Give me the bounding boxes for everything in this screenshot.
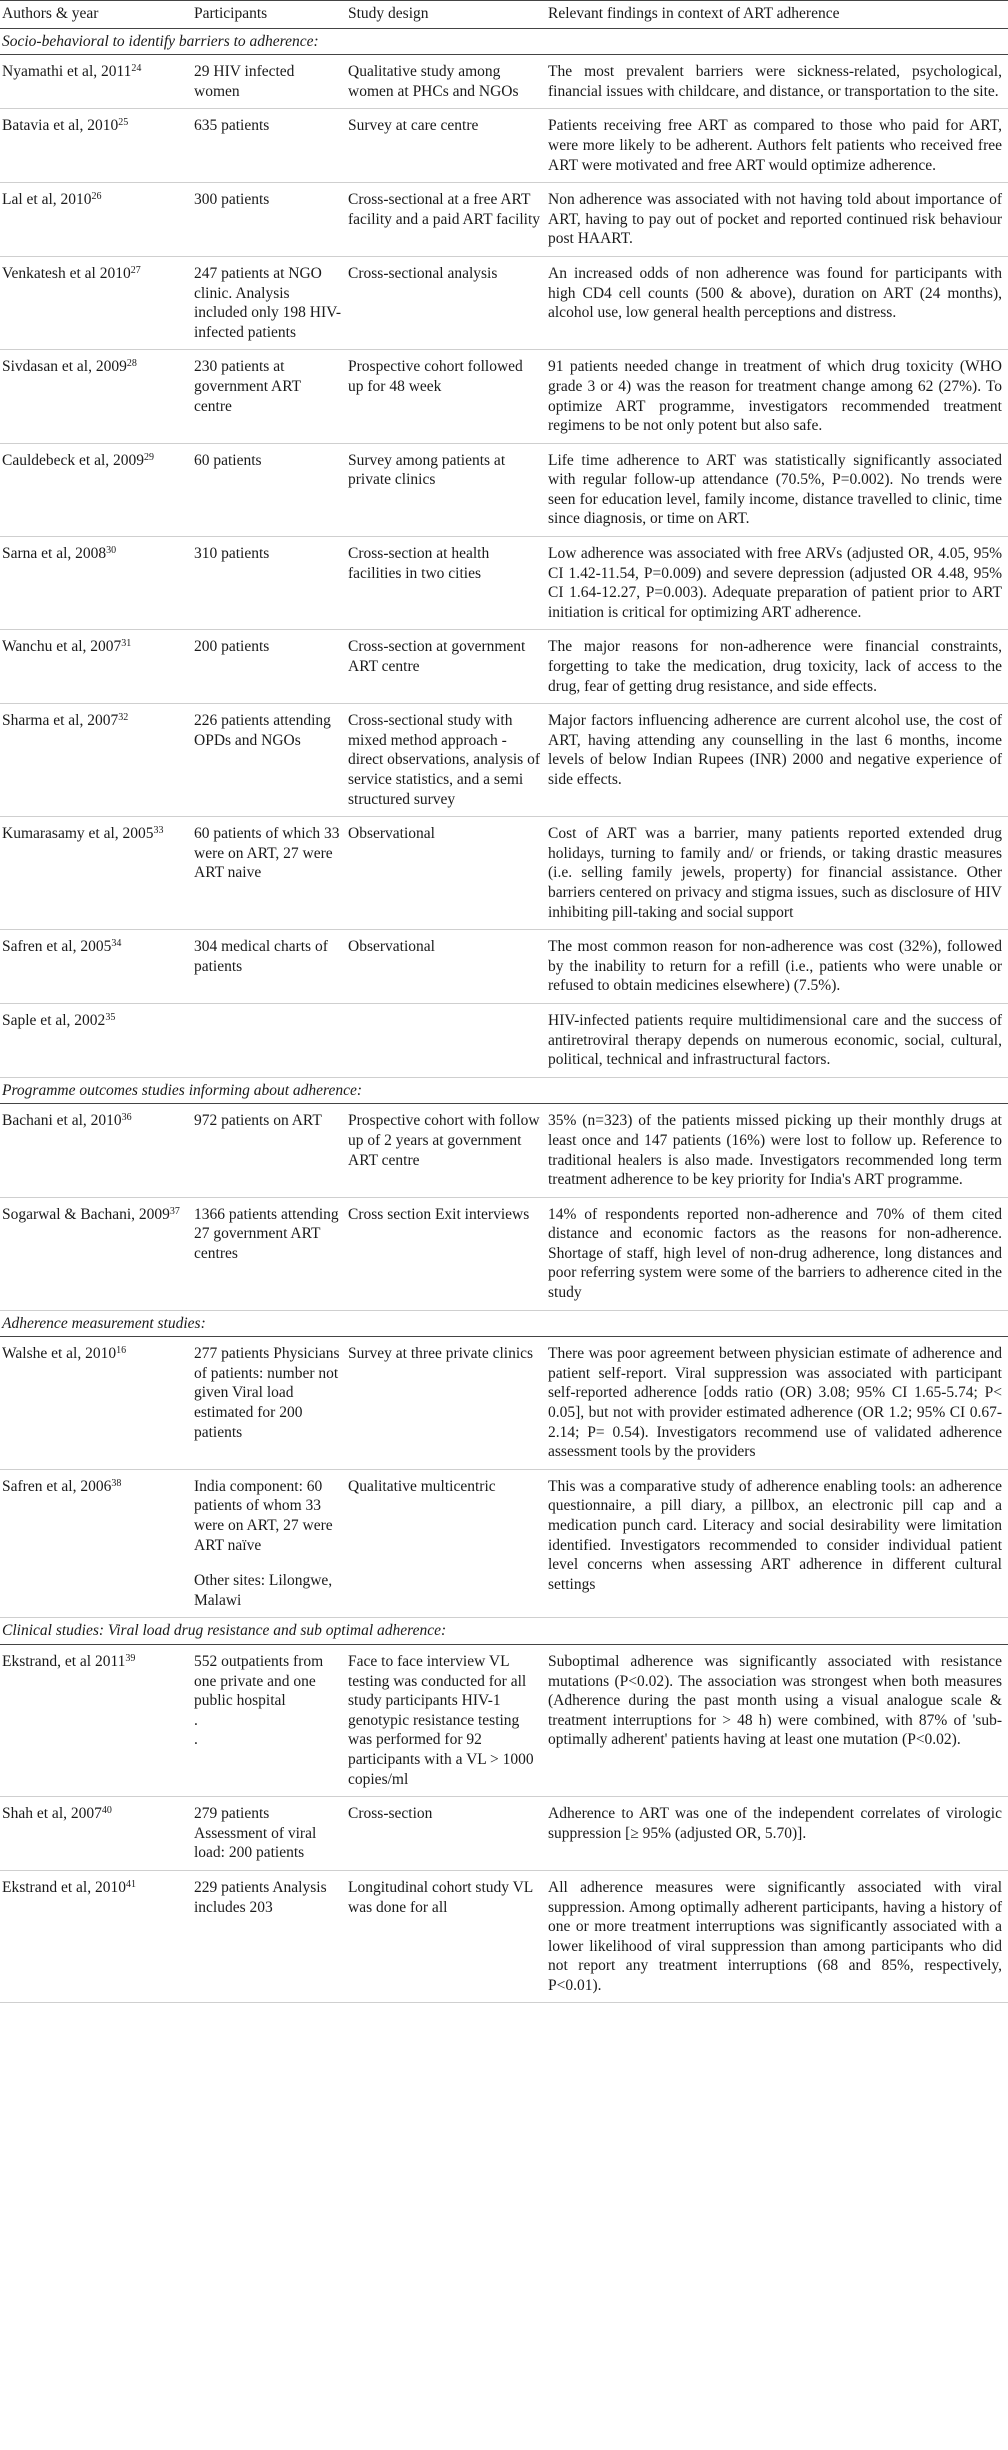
reference-number: 39	[125, 1652, 136, 1664]
study-design-cell: Cross-sectional at a free ART facility and a paid ART facility	[346, 183, 546, 257]
author-name: Safren et al, 2005	[2, 938, 112, 956]
findings-cell: There was poor agreement between physician estimate of adherence and patient self-report. Viral suppression was associated with participant self-reported adherence [odds ratio (OR) 3.08; 95% CI 1.65-5.74; P< 0.05], but not with provider estimated adherence (OR 1.2; 95% CI 0.67-2.14; P= 0.54). Investigators recommend use of validated adherence assessment tools by the providers	[546, 1337, 1008, 1470]
participants-text: 226 patients attending OPDs and NGOs	[194, 712, 331, 749]
study-design-cell: Cross section Exit interviews	[346, 1197, 546, 1310]
study-design-cell: Observational	[346, 930, 546, 1004]
table-row	[0, 1644, 1008, 1796]
participants-text: 229 patients Analysis includes 203	[194, 1878, 327, 1916]
findings-cell: Suboptimal adherence was significantly associated with resistance mutations (P<0.02). The association was strongest when both measures (Adherence during the past month using a visual analogue scale & treatment interruptions for > 48 h) were combined, with 87% of 'sub-optimally adherent' patients having at least one mutation (P<0.02).	[546, 1644, 1008, 1796]
participants-text: 29 HIV infected women	[194, 63, 295, 100]
findings-cell: 14% of respondents reported non-adherence and 70% of them cited distance and economic factors as the reasons for non-adherence. Shortage of staff, high level of non-drug adherence, long distances and poor referring system were some of the barriers to adherence cited in the study	[546, 1197, 1008, 1310]
author-cell	[0, 350, 192, 443]
author-cell	[0, 256, 192, 349]
participants-text: 279 patients Assessment of viral load: 200 patients	[194, 1805, 317, 1862]
header-participants: Participants	[192, 1, 346, 29]
study-design-cell: Cross-section	[346, 1797, 546, 1871]
table-row	[0, 1197, 1008, 1310]
participants-cell	[192, 537, 346, 630]
table-row	[0, 704, 1008, 817]
table-row	[0, 537, 1008, 630]
participants-text: India component: 60 patients of whom 33 were on ART, 27 were ART naïve	[194, 1477, 333, 1554]
author-name: Walshe et al, 2010	[2, 1345, 117, 1363]
study-design-cell	[346, 1003, 546, 1077]
section-row	[0, 28, 1008, 55]
author-name: Saple et al, 2002	[2, 1011, 106, 1029]
reference-number: 24	[131, 63, 142, 75]
study-design-cell: Observational	[346, 817, 546, 930]
author-cell	[0, 55, 192, 109]
table-row	[0, 1797, 1008, 1871]
study-design-cell: Qualitative study among women at PHCs and NGOs	[346, 55, 546, 109]
participants-cell	[192, 704, 346, 817]
participants-text: 635 patients	[194, 117, 270, 135]
header-study-design: Study design	[346, 1, 546, 29]
table-row	[0, 109, 1008, 183]
author-name: Sogarwal & Bachani, 2009	[2, 1205, 170, 1223]
findings-cell: Cost of ART was a barrier, many patients reported extended drug holidays, turning to family and/ or friends, or taking drastic measures (i.e. selling family jewels, property) for financial assistance. Other barriers centered on privacy and stigma issues, such as disclosure of HIV inhibiting pill-taking and social support	[546, 817, 1008, 930]
participants-text: 200 patients	[194, 638, 270, 656]
section-title: Clinical studies: Viral load drug resistance and sub optimal adherence:	[0, 1618, 1008, 1645]
findings-cell: All adherence measures were significantly associated with viral suppression. Among optimally adherent participants, having a history of one or more treatment interruptions was significantly associated with a lower likelihood of viral suppression than among participants who did not report any treatment interruptions (68 and 85%, respectively, P<0.01).	[546, 1870, 1008, 2003]
findings-cell: This was a comparative study of adherence enabling tools: an adherence questionnaire, a pill diary, a pillbox, an electronic pill cap and a medication punch card. Literacy and social desirability were limitation identified. Investigators recommended to consider individual patient level concerns when assessing ART adherence in different cultural settings	[546, 1469, 1008, 1618]
author-name: Ekstrand et al, 2010	[2, 1878, 126, 1896]
participants-text: 60 patients	[194, 451, 262, 469]
author-name: Shah et al, 2007	[2, 1805, 102, 1823]
table-body	[0, 28, 1008, 2003]
participants-cell	[192, 256, 346, 349]
participants-cell	[192, 183, 346, 257]
table-row	[0, 183, 1008, 257]
author-cell	[0, 183, 192, 257]
author-cell	[0, 443, 192, 536]
author-cell	[0, 1337, 192, 1470]
author-cell	[0, 1870, 192, 2003]
author-cell	[0, 1644, 192, 1796]
table-row	[0, 1469, 1008, 1618]
participants-cell	[192, 443, 346, 536]
reference-number: 35	[105, 1011, 116, 1023]
participants-cell	[192, 350, 346, 443]
findings-cell: HIV-infected patients require multidimensional care and the success of antiretroviral therapy depends on numerous economic, social, cultural, political, technical and infrastructural factors.	[546, 1003, 1008, 1077]
participants-cell	[192, 930, 346, 1004]
author-cell	[0, 930, 192, 1004]
findings-cell: Major factors influencing adherence are current alcohol use, the cost of ART, having attending any counselling in the last 6 months, income levels of below Indian Rupees (INR) 2000 and negative experience of side effects.	[546, 704, 1008, 817]
table-row	[0, 1337, 1008, 1470]
author-name: Sivdasan et al, 2009	[2, 358, 127, 376]
participants-cell	[192, 1104, 346, 1197]
author-name: Bachani et al, 2010	[2, 1112, 122, 1130]
author-name: Sarna et al, 2008	[2, 545, 107, 563]
author-name: Kumarasamy et al, 2005	[2, 825, 154, 843]
study-design-cell: Cross-section at health facilities in two cities	[346, 537, 546, 630]
table-row	[0, 1104, 1008, 1197]
header-authors: Authors & year	[0, 1, 192, 29]
participants-text: 304 medical charts of patients	[194, 938, 328, 975]
participants-text: 552 outpatients from one private and one public hospital	[194, 1652, 324, 1710]
author-cell	[0, 630, 192, 704]
author-cell	[0, 1104, 192, 1197]
reference-number: 28	[126, 358, 137, 370]
author-name: Lal et al, 2010	[2, 191, 92, 209]
participants-text: 277 patients Physicians of patients: number not given Viral load estimated for 200 patients	[194, 1345, 340, 1441]
author-cell	[0, 817, 192, 930]
reference-number: 30	[106, 545, 117, 557]
study-design-cell: Survey among patients at private clinics	[346, 443, 546, 536]
participants-cell	[192, 817, 346, 930]
participants-text: 310 patients	[194, 545, 270, 563]
author-name: Ekstrand, et al 2011	[2, 1652, 126, 1670]
participants-text: 1366 patients attending 27 government ART centres	[194, 1205, 339, 1262]
reference-number: 41	[125, 1878, 136, 1890]
author-cell	[0, 537, 192, 630]
participants-cell	[192, 1644, 346, 1796]
findings-cell: 91 patients needed change in treatment of which drug toxicity (WHO grade 3 or 4) was the reason for treatment change among 62 (27%). To optimize ART programme, investigators recommended treatment regimens to be not only potent but also safe.	[546, 350, 1008, 443]
header-findings: Relevant findings in context of ART adherence	[546, 1, 1008, 29]
participants-text: .	[194, 1711, 198, 1729]
reference-number: 16	[116, 1345, 127, 1357]
author-name: Venkatesh et al 2010	[2, 264, 131, 282]
study-design-cell: Cross-section at government ART centre	[346, 630, 546, 704]
author-cell	[0, 1469, 192, 1618]
reference-number: 33	[153, 825, 164, 837]
author-name: Batavia et al, 2010	[2, 117, 119, 135]
participants-cell	[192, 1337, 346, 1470]
study-design-cell: Survey at three private clinics	[346, 1337, 546, 1470]
reference-number: 36	[121, 1112, 132, 1124]
author-name: Safren et al, 2006	[2, 1477, 112, 1495]
author-name: Wanchu et al, 2007	[2, 638, 122, 656]
participants-cell	[192, 109, 346, 183]
findings-cell: Patients receiving free ART as compared to those who paid for ART, were more likely to be adherent. Authors felt patients who received free ART were motivated and free ART would optimize adherence.	[546, 109, 1008, 183]
author-name: Nyamathi et al, 2011	[2, 63, 132, 81]
reference-number: 29	[144, 451, 155, 463]
table-row	[0, 256, 1008, 349]
findings-cell: 35% (n=323) of the patients missed picking up their monthly drugs at least once and 147 patients (16%) were lost to follow up. Reference to traditional healers is also made. Investigators recommended long term treatment adherence to be key priority for India's ART programme.	[546, 1104, 1008, 1197]
participants-text: 247 patients at NGO clinic. Analysis included only 198 HIV-infected patients	[194, 264, 342, 341]
findings-cell: The major reasons for non-adherence were financial constraints, forgetting to take the medication, drug toxicity, lack of access to the drug, fear of getting drug resistance, and side effects.	[546, 630, 1008, 704]
section-title: Socio-behavioral to identify barriers to adherence:	[0, 28, 1008, 55]
participants-cell	[192, 1870, 346, 2003]
table-row	[0, 817, 1008, 930]
study-design-cell: Face to face interview VL testing was conducted for all study participants HIV-1 genotypic resistance testing was performed for 92 participants with a VL > 1000 copies/ml	[346, 1644, 546, 1796]
study-design-cell: Survey at care centre	[346, 109, 546, 183]
author-cell	[0, 704, 192, 817]
participants-text: .	[194, 1731, 198, 1749]
participants-cell	[192, 1797, 346, 1871]
findings-cell: Low adherence was associated with free ARVs (adjusted OR, 4.05, 95% CI 1.42-11.54, P=0.009) and severe depression (adjusted OR 4.48, 95% CI 1.64-12.27, P=0.003). Adequate preparation of patient prior to ART initiation is critical for optimizing ART adherence.	[546, 537, 1008, 630]
findings-cell: Non adherence was associated with not having told about importance of ART, having to pay out of pocket and reported continued risk behaviour post HAART.	[546, 183, 1008, 257]
findings-cell: The most common reason for non-adherence was cost (32%), followed by the inability to return for a refill (i.e., patients who were unable or refused to obtain medicines elsewhere) (7.5%).	[546, 930, 1008, 1004]
reference-number: 40	[101, 1805, 112, 1817]
section-title: Adherence measurement studies:	[0, 1310, 1008, 1337]
section-row	[0, 1618, 1008, 1645]
reference-number: 27	[130, 264, 141, 276]
author-name: Cauldebeck et al, 2009	[2, 451, 145, 469]
participants-cell	[192, 55, 346, 109]
study-design-cell: Cross-sectional analysis	[346, 256, 546, 349]
participants-cell	[192, 630, 346, 704]
author-name: Sharma et al, 2007	[2, 712, 119, 730]
table-row	[0, 55, 1008, 109]
header-row	[0, 1, 1008, 29]
participants-cell	[192, 1003, 346, 1077]
reference-number: 31	[121, 638, 132, 650]
table-row	[0, 930, 1008, 1004]
study-design-cell: Qualitative multicentric	[346, 1469, 546, 1618]
participants-cell	[192, 1197, 346, 1310]
table-row	[0, 1003, 1008, 1077]
table-row	[0, 1870, 1008, 2003]
participants-text: 60 patients of which 33 were on ART, 27 were ART naive	[194, 825, 340, 882]
author-cell	[0, 109, 192, 183]
section-title: Programme outcomes studies informing about adherence:	[0, 1077, 1008, 1104]
study-design-cell: Prospective cohort followed up for 48 week	[346, 350, 546, 443]
participants-text: 300 patients	[194, 191, 270, 209]
findings-cell: Adherence to ART was one of the independent correlates of virologic suppression [≥ 95% (adjusted OR, 5.70)].	[546, 1797, 1008, 1871]
table-row	[0, 630, 1008, 704]
reference-number: 38	[111, 1477, 122, 1489]
reference-number: 25	[118, 117, 129, 129]
participants-text: 972 patients on ART	[194, 1112, 322, 1130]
table-row	[0, 443, 1008, 536]
reference-number: 34	[111, 938, 122, 950]
author-cell	[0, 1003, 192, 1077]
findings-cell: The most prevalent barriers were sickness-related, psychological, financial issues with childcare, and distance, or transportation to the site.	[546, 55, 1008, 109]
participants-cell	[192, 1469, 346, 1618]
table-row	[0, 350, 1008, 443]
findings-cell: An increased odds of non adherence was found for participants with high CD4 cell counts (500 & above), duration on ART (24 months), alcohol use, low general health perceptions and distress.	[546, 256, 1008, 349]
participants-text: 230 patients at government ART centre	[194, 358, 301, 415]
author-cell	[0, 1797, 192, 1871]
study-design-cell: Cross-sectional study with mixed method approach - direct observations, analysis of service statistics, and a semi structured survey	[346, 704, 546, 817]
reference-number: 32	[118, 712, 129, 724]
author-cell	[0, 1197, 192, 1310]
study-design-cell: Longitudinal cohort study VL was done for all	[346, 1870, 546, 2003]
study-design-cell: Prospective cohort with follow up of 2 years at government ART centre	[346, 1104, 546, 1197]
findings-cell: Life time adherence to ART was statistically significantly associated with regular follow-up attendance (70.5%, P=0.002). No trends were seen for education level, family income, distance travelled to clinic, time since diagnosis, or time on ART.	[546, 443, 1008, 536]
reference-number: 26	[91, 191, 102, 203]
section-row	[0, 1077, 1008, 1104]
participants-text: Other sites: Lilongwe, Malawi	[194, 1572, 333, 1609]
section-row	[0, 1310, 1008, 1337]
reference-number: 37	[169, 1205, 180, 1217]
